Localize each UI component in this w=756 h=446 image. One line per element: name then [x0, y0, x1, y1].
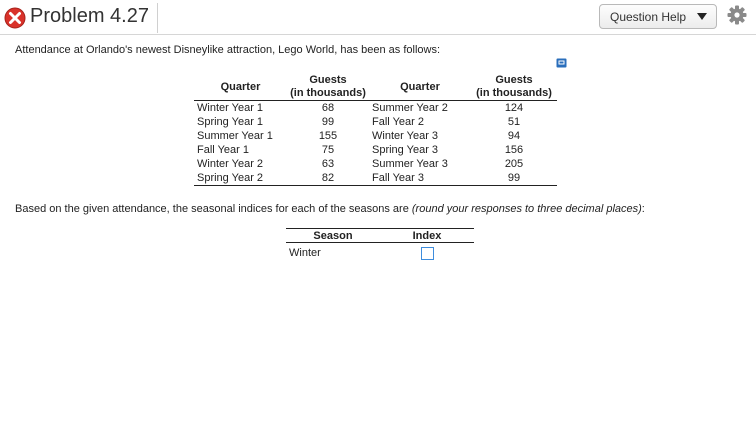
guests-cell: 51 [507, 116, 521, 128]
guests-cell: 155 [318, 130, 338, 142]
guests-cell: 99 [321, 116, 335, 128]
question-main: Based on the given attendance, the seasonal indices for each of the seasons are [15, 203, 412, 215]
attendance-table-header [194, 74, 557, 101]
quarter-cell: Winter Year 3 [372, 130, 439, 142]
header-guests-line2: (in thousands) [476, 87, 552, 99]
header-guests-line2: (in thousands) [290, 87, 366, 99]
quarter-cell: Fall Year 1 [197, 144, 249, 156]
x-circle-icon [4, 7, 26, 29]
table-row [194, 143, 557, 157]
caret-down-icon [697, 13, 707, 20]
attendance-table [194, 74, 557, 186]
quarter-cell: Spring Year 2 [197, 172, 264, 184]
quarter-cell: Winter Year 1 [197, 102, 264, 114]
header-bar [0, 0, 756, 36]
index-cell [380, 243, 474, 264]
header-guests-line1: Guests [309, 74, 347, 86]
header-guests-line1: Guests [495, 74, 533, 86]
title-divider [157, 3, 158, 33]
guests-cell: 99 [507, 172, 521, 184]
quarter-cell: Spring Year 3 [372, 144, 439, 156]
table-row [286, 243, 474, 264]
guests-cell: 75 [321, 144, 335, 156]
question-help-label: Question Help [610, 10, 687, 24]
quarter-cell: Summer Year 2 [372, 102, 448, 114]
copy-icon[interactable] [556, 58, 567, 68]
header-guests [287, 74, 369, 101]
winter-index-input[interactable] [421, 247, 434, 260]
table-row [194, 129, 557, 143]
table-row [194, 101, 557, 116]
header-index: Index [412, 229, 442, 242]
table-row [194, 171, 557, 186]
guests-cell: 68 [321, 102, 335, 114]
gear-icon[interactable] [727, 5, 747, 25]
question-text [15, 203, 645, 215]
quarter-cell: Fall Year 2 [372, 116, 424, 128]
guests-cell: 156 [504, 144, 524, 156]
guests-cell: 205 [504, 158, 524, 170]
problem-title: Problem 4.27 [30, 5, 149, 27]
header-divider [0, 34, 756, 35]
quarter-cell: Summer Year 3 [372, 158, 448, 170]
header-guests [471, 74, 557, 101]
question-suffix: : [641, 203, 645, 215]
seasonal-index-table [286, 228, 474, 263]
question-help-button[interactable] [599, 4, 717, 29]
question-instruction: (round your responses to three decimal places) [411, 203, 642, 215]
table-row [194, 115, 557, 129]
quarter-cell: Summer Year 1 [197, 130, 273, 142]
header-season: Season [313, 229, 353, 242]
quarter-cell: Spring Year 1 [197, 116, 264, 128]
table-row [194, 157, 557, 171]
guests-cell: 124 [504, 102, 524, 114]
seasonal-index-header [286, 229, 474, 243]
season-cell: Winter [289, 247, 321, 259]
guests-cell: 94 [507, 130, 521, 142]
quarter-cell: Winter Year 2 [197, 158, 264, 170]
header-quarter: Quarter [400, 80, 440, 93]
quarter-cell: Fall Year 3 [372, 172, 424, 184]
guests-cell: 63 [321, 158, 335, 170]
guests-cell: 82 [321, 172, 335, 184]
header-quarter: Quarter [220, 80, 261, 93]
problem-intro-text: Attendance at Orlando's newest Disneylike attraction, Lego World, has been as follows: [15, 44, 441, 56]
